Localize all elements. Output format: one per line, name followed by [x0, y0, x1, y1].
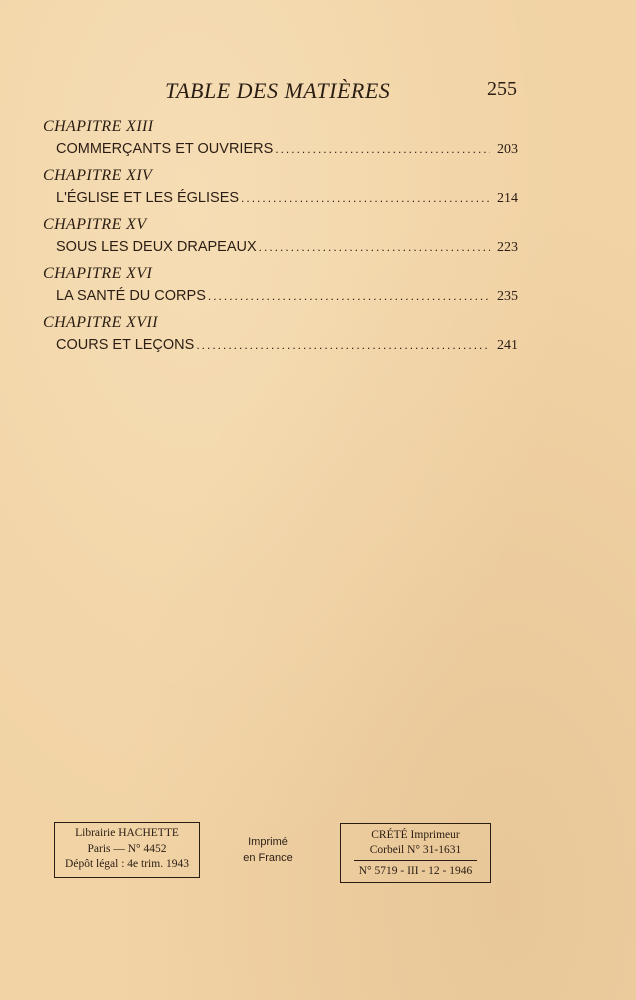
printed-line-2: en France [243, 851, 293, 864]
page-number: 255 [487, 78, 517, 100]
toc-entry [56, 288, 518, 305]
printed-line-1: Imprimé [248, 836, 288, 848]
dot-leader [259, 240, 490, 254]
imprint-block [0, 820, 636, 890]
chapter-title: L'ÉGLISE ET LES ÉGLISES [56, 190, 240, 206]
toc-entry [56, 239, 518, 256]
chapter-page: 214 [497, 191, 518, 206]
chapter-title: LA SANTÉ DU CORPS [56, 288, 206, 304]
dot-leader [208, 289, 490, 303]
chapter-title: SOUS LES DEUX DRAPEAUX [56, 239, 257, 255]
dot-leader [196, 338, 490, 352]
publisher-name: Librairie HACHETTE [75, 827, 179, 839]
chapter-label: CHAPITRE XIV [43, 167, 153, 184]
chapter-label: CHAPITRE XVII [43, 314, 158, 331]
toc-entry [56, 337, 518, 354]
chapter-page: 223 [497, 240, 518, 255]
toc-entry [56, 141, 518, 158]
printed-in-note [228, 835, 308, 867]
table-of-contents [0, 118, 636, 363]
printer-stamp [340, 823, 491, 883]
toc-item [0, 216, 636, 265]
chapter-label: CHAPITRE XIII [43, 118, 154, 135]
printer-name: CRÉTÉ Imprimeur [371, 829, 460, 841]
publisher-stamp [54, 822, 200, 878]
printer-location: Corbeil N° 31-1631 [369, 843, 462, 856]
toc-entry [56, 190, 518, 207]
page-title: TABLE DES MATIÈRES [165, 78, 391, 103]
chapter-page: 203 [497, 142, 518, 157]
chapter-label: CHAPITRE XV [43, 216, 147, 233]
toc-item [0, 314, 636, 363]
toc-item [0, 265, 636, 314]
chapter-title: COURS ET LEÇONS [56, 337, 195, 353]
toc-item [0, 118, 636, 167]
publisher-number: Paris — N° 4452 [87, 842, 167, 855]
legal-deposit: Dépôt légal : 4e trim. 1943 [65, 858, 189, 871]
divider [354, 860, 477, 861]
print-number: N° 5719 - III - 12 - 1946 [358, 864, 473, 877]
chapter-page: 235 [497, 289, 518, 304]
page-header [0, 78, 636, 106]
chapter-page: 241 [497, 338, 518, 353]
dot-leader [275, 142, 490, 156]
dot-leader [241, 191, 490, 205]
chapter-title: COMMERÇANTS ET OUVRIERS [56, 141, 274, 157]
chapter-label: CHAPITRE XVI [43, 265, 153, 282]
toc-item [0, 167, 636, 216]
